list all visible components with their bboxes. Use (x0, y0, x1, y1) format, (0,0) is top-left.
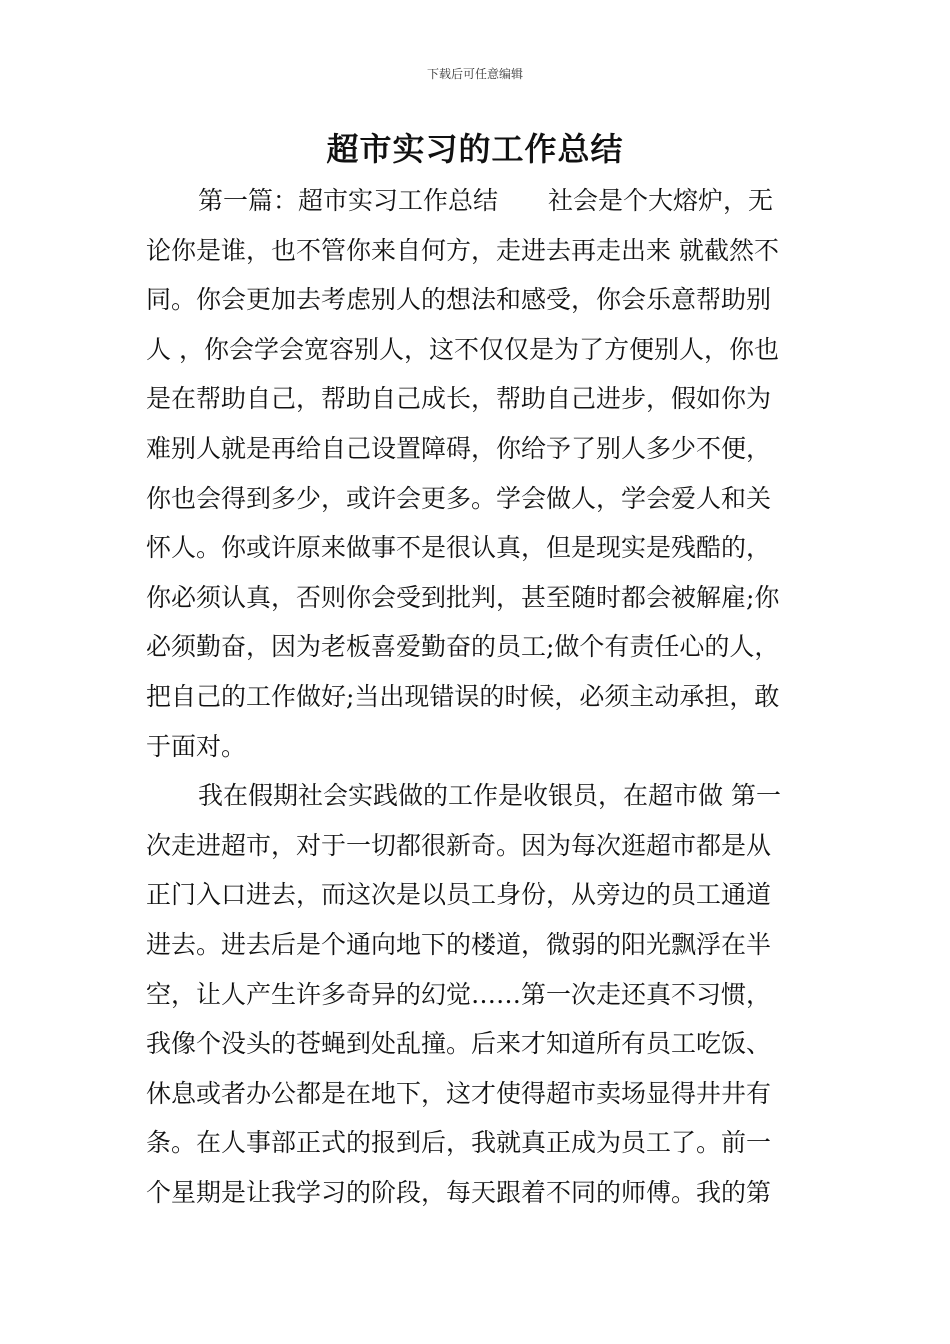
text-line: 条。在人事部正式的报到后，我就真正成为员工了。前一 (146, 1128, 772, 1158)
text-line: 人 ，你会学会宽容别人，这不仅仅是为了方便别人，你也 (146, 334, 779, 364)
document-title: 超市实习的工作总结 (326, 130, 624, 168)
text-line: 论你是谁，也不管你来自何方，走进去再走出来 就截然不 (146, 235, 779, 265)
text-line: 空，让人产生许多奇异的幻觉……第一次走还真不习惯， (146, 979, 772, 1009)
text-line: 于面对。 (146, 731, 247, 761)
page-header-note: 下载后可任意编辑 (426, 67, 523, 81)
text-line: 把自己的工作做好;当出现错误的时候，必须主动承担，敢 (146, 681, 780, 711)
document-body (146, 176, 814, 1217)
text-line: 难别人就是再给自己设置障碍，你给予了别人多少不便， (146, 433, 772, 463)
text-line: 我在假期社会实践做的工作是收银员，在超市做 第一 (198, 781, 781, 811)
text-line: 进去。进去后是个通向地下的楼道，微弱的阳光飘浮在半 (146, 929, 772, 959)
text-line: 正门入口进去，而这次是以员工身份，从旁边的员工通道 (146, 880, 772, 910)
text-line: 我像个没头的苍蝇到处乱撞。后来才知道所有员工吃饭、 (146, 1029, 772, 1059)
text-line: 你也会得到多少，或许会更多。学会做人，学会爱人和关 (146, 483, 772, 513)
text-line: 怀人。你或许原来做事不是很认真，但是现实是残酷的， (146, 533, 772, 563)
text-line: 次走进超市，对于一切都很新奇。因为每次逛超市都是从 (146, 830, 772, 860)
paragraph-2 (146, 771, 814, 1217)
text-line: 休息或者办公都是在地下，这才使得超市卖场显得井井有 (146, 1078, 772, 1108)
text-line: 必须勤奋，因为老板喜爱勤奋的员工;做个有责任心的人， (146, 632, 780, 662)
text-line: 第一篇：超市实习工作总结 社会是个大熔炉，无 (198, 186, 774, 215)
text-line: 是在帮助自己，帮助自己成长，帮助自己进步，假如你为 (146, 384, 772, 414)
text-line: 你必须认真，否则你会受到批判，甚至随时都会被解雇;你 (146, 582, 780, 612)
text-line: 个星期是让我学习的阶段，每天跟着不同的师傅。我的第 (146, 1177, 772, 1207)
paragraph-1 (146, 176, 814, 771)
text-line: 同。你会更加去考虑别人的想法和感受，你会乐意帮助别 (146, 285, 772, 315)
